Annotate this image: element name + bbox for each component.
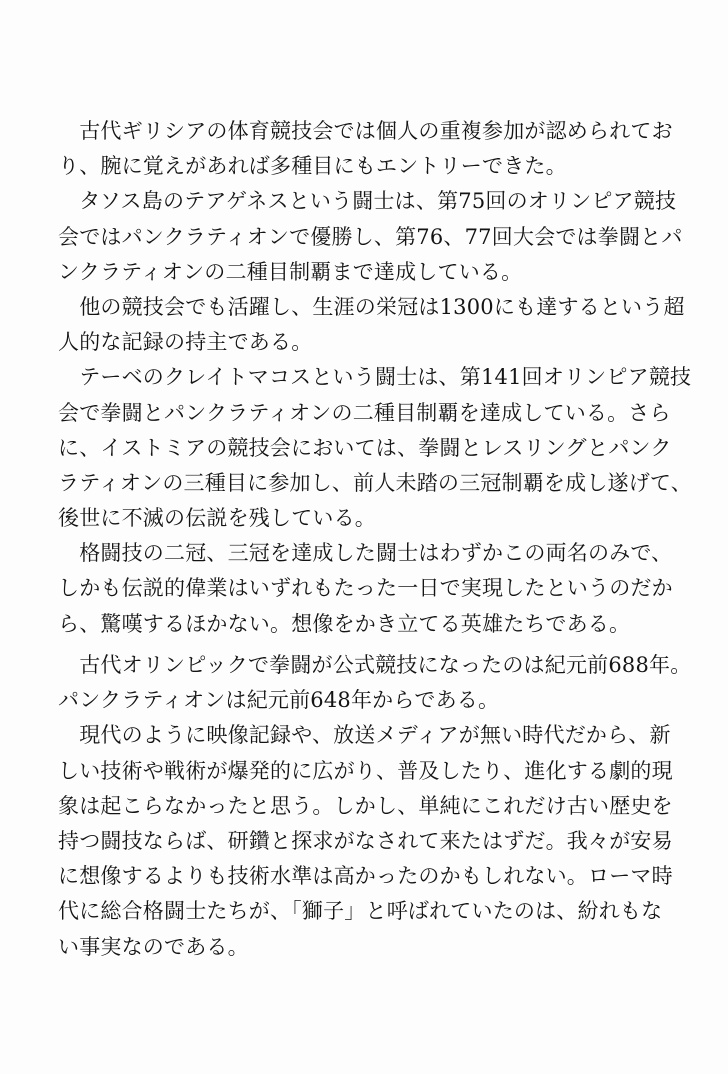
text-line: しい技術や戦術が爆発的に広がり、普及したり、進化する劇的現 <box>58 758 673 783</box>
text-line: 象は起こらなかったと思う。しかし、単純にこれだけ古い歴史を <box>58 793 673 818</box>
section-2-text <box>58 648 698 965</box>
text-line: 古代ギリシアの体育競技会では個人の重複参加が認められてお <box>58 119 673 143</box>
text-line: 代に総合格闘士たちが、「獅子」と呼ばれていたのは、紛れもな <box>58 899 663 924</box>
text-line: 格闘技の二冠、三冠を達成した闘士はわずかこの両名のみで、 <box>58 541 673 566</box>
section-1-text <box>58 114 698 642</box>
text-line: ンクラティオンの二種目制覇まで達成している。 <box>58 259 523 284</box>
text-line: ラティオンの三種目に参加し、前人未踏の三冠制覇を成し遂げて、 <box>58 470 692 495</box>
text-line: に、イストミアの競技会においては、拳闘とレスリングとパンク <box>58 435 672 460</box>
text-line: に想像するよりも技術水準は高かったのかもしれない。ローマ時 <box>58 864 673 889</box>
text-line: しかも伝説的偉業はいずれもたった一日で実現したというのだか <box>58 576 673 601</box>
text-line: テーベのクレイトマコスという闘士は、第141回オリンピア競技 <box>58 365 692 390</box>
text-line: 古代オリンピックで拳闘が公式競技になったのは紀元前688年。 <box>58 653 692 677</box>
text-line: 持つ闘技ならば、研鑽と探求がなされて来たはずだ。我々が安易 <box>58 828 673 853</box>
text-line: い事実なのである。 <box>58 934 249 959</box>
text-line: 後世に不滅の伝説を残している。 <box>58 506 376 531</box>
text-line: 現代のように映像記録や、放送メディアが無い時代だから、新 <box>58 723 671 748</box>
text-line: タソス島のテアゲネスという闘士は、第75回のオリンピア競技 <box>58 189 677 214</box>
text-line: ら、驚嘆するほかない。想像をかき立てる英雄たちである。 <box>58 611 631 636</box>
text-line: 他の競技会でも活躍し、生涯の栄冠は1300にも達するという超 <box>58 294 685 319</box>
text-line: パンクラティオンは紀元前648年からである。 <box>58 688 500 713</box>
text-line: 会で拳闘とパンクラティオンの二種目制覇を達成している。さら <box>58 400 671 425</box>
text-line: 人的な記録の持主である。 <box>58 330 313 355</box>
text-line: 会ではパンクラティオンで優勝し、第76、77回大会では拳闘とパ <box>58 224 683 249</box>
text-line: り、腕に覚えがあれば多種目にもエントリーできた。 <box>58 154 567 179</box>
